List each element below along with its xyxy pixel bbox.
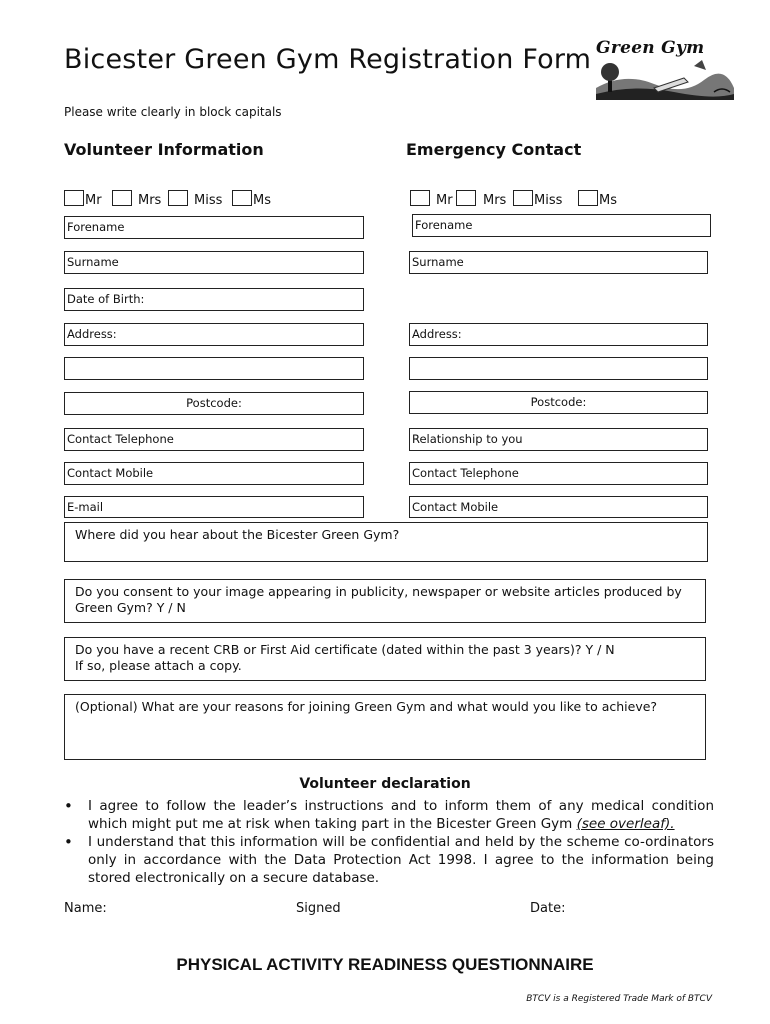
see-overleaf-link[interactable]: (see overleaf). xyxy=(576,816,675,832)
emergency-mobile-field[interactable] xyxy=(409,496,708,518)
date-label: Date: xyxy=(530,901,566,916)
crb-line2: If so, please attach a copy. xyxy=(75,658,242,673)
emergency-forename-field[interactable] xyxy=(412,214,711,237)
declaration-text-1: I agree to follow the leader’s instructions and to inform them of any medical condition which might put me at risk when taking part in the Bicester Green Gym xyxy=(88,798,714,832)
crb-line1: Do you have a recent CRB or First Aid certificate (dated within the past 3 years)? Y / N xyxy=(75,642,615,657)
logo-text: Green Gym xyxy=(596,38,705,58)
consent-line2: Green Gym? Y / N xyxy=(75,600,186,615)
volunteer-forename-field[interactable] xyxy=(64,216,364,239)
label-ms: Ms xyxy=(253,193,271,208)
declaration-list xyxy=(64,797,714,887)
checkbox-mrs[interactable] xyxy=(456,190,476,206)
declaration-text-2: I understand that this information will be confidential and held by the scheme co-ordinators only in accordance with the Data Protection Act 1998. I agree to the information being stored electronically on a secure database. xyxy=(88,834,714,886)
declaration-title: Volunteer declaration xyxy=(299,776,471,792)
field-label: Address: xyxy=(67,327,117,341)
green-gym-logo xyxy=(594,38,736,102)
trademark-footer: BTCV is a Registered Trade Mark of BTCV xyxy=(526,994,712,1004)
field-label: Relationship to you xyxy=(412,432,523,446)
field-label: Contact Mobile xyxy=(67,466,154,480)
question-heard: Where did you hear about the Bicester Green Gym? xyxy=(75,527,400,542)
volunteer-dob-field[interactable] xyxy=(64,288,364,311)
emergency-address-line2-field[interactable] xyxy=(409,357,708,380)
page-title: Bicester Green Gym Registration Form xyxy=(64,44,592,75)
volunteer-mobile-field[interactable] xyxy=(64,462,364,485)
volunteer-email-field[interactable] xyxy=(64,496,364,518)
name-label: Name: xyxy=(64,901,107,916)
field-label: Forename xyxy=(415,218,473,232)
field-label: Surname xyxy=(412,255,464,269)
question-crb xyxy=(65,638,705,678)
field-label: Postcode: xyxy=(530,395,587,409)
field-label: Postcode: xyxy=(186,396,242,410)
checkbox-miss[interactable] xyxy=(513,190,533,206)
consent-line1: Do you consent to your image appearing in publicity, newspaper or website articles produced by xyxy=(75,584,682,599)
label-ms: Ms xyxy=(599,193,617,208)
checkbox-mr[interactable] xyxy=(410,190,430,206)
field-label: Surname xyxy=(67,255,119,269)
volunteer-surname-field[interactable] xyxy=(64,251,364,274)
label-mr: Mr xyxy=(436,193,453,208)
volunteer-title-options xyxy=(64,190,364,210)
emergency-title-options xyxy=(410,190,710,210)
checkbox-miss[interactable] xyxy=(168,190,188,206)
checkbox-ms[interactable] xyxy=(578,190,598,206)
emergency-heading: Emergency Contact xyxy=(406,140,582,159)
field-label: Contact Mobile xyxy=(412,500,499,514)
instruction-text: Please write clearly in block capitals xyxy=(64,105,282,119)
checkbox-ms[interactable] xyxy=(232,190,252,206)
field-label: Contact Telephone xyxy=(67,432,174,446)
heard-about-field[interactable] xyxy=(64,522,708,562)
emergency-postcode-field[interactable] xyxy=(409,391,708,414)
declaration-item xyxy=(64,797,714,833)
volunteer-postcode-field[interactable] xyxy=(64,392,364,415)
emergency-address-field[interactable] xyxy=(409,323,708,346)
crb-certificate-field[interactable] xyxy=(64,637,706,681)
field-label: Contact Telephone xyxy=(412,466,519,480)
image-consent-field[interactable] xyxy=(64,579,706,623)
volunteer-address-line2-field[interactable] xyxy=(64,357,364,380)
emergency-surname-field[interactable] xyxy=(409,251,708,274)
label-miss: Miss xyxy=(534,193,563,208)
field-label: Forename xyxy=(67,220,125,234)
label-miss: Miss xyxy=(194,193,223,208)
emergency-telephone-field[interactable] xyxy=(409,462,708,485)
question-reasons: (Optional) What are your reasons for joining Green Gym and what would you like to achieve? xyxy=(75,699,658,714)
field-label: Date of Birth: xyxy=(67,292,145,306)
logo-landscape-icon xyxy=(594,58,736,102)
field-label: E-mail xyxy=(67,500,104,514)
signed-label: Signed xyxy=(296,901,341,916)
label-mrs: Mrs xyxy=(483,193,507,208)
parq-heading: PHYSICAL ACTIVITY READINESS QUESTIONNAIRE xyxy=(176,955,594,974)
checkbox-mr[interactable] xyxy=(64,190,84,206)
emergency-relationship-field[interactable] xyxy=(409,428,708,451)
volunteer-address-field[interactable] xyxy=(64,323,364,346)
volunteer-telephone-field[interactable] xyxy=(64,428,364,451)
question-consent xyxy=(65,580,705,620)
field-label: Address: xyxy=(412,327,462,341)
checkbox-mrs[interactable] xyxy=(112,190,132,206)
label-mr: Mr xyxy=(85,193,102,208)
label-mrs: Mrs xyxy=(138,193,162,208)
declaration-item xyxy=(64,833,714,887)
volunteer-heading: Volunteer Information xyxy=(64,140,264,159)
reasons-field[interactable] xyxy=(64,694,706,760)
